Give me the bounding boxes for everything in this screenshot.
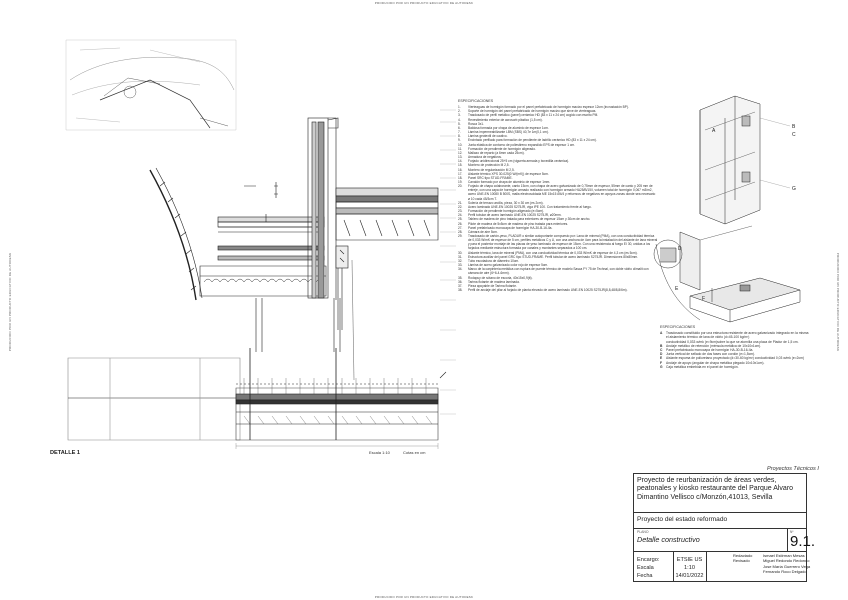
axo-spec-text: Junta vertical de sellado de dos fases con cordón (e=1,5cm). [666, 352, 755, 357]
spec-text: Panel prefabricado monocapa de hormigón HA-30-B-16-IIa. [468, 225, 553, 230]
spec-text: Formación de pendiente hormigón aligerado (e=5cm). [468, 209, 545, 214]
spec-number: 32. [458, 258, 463, 263]
spec-text: Formación de pendiente de hormigón aligerado. [468, 146, 536, 151]
author-name: Fernando Roco Delgado [763, 568, 807, 574]
spec-text: Lámina geotextil de cautivo. [468, 134, 508, 139]
scale-text: Escala 1:10 [369, 450, 390, 455]
spec-number: 2. [458, 109, 461, 114]
key-plan [66, 40, 236, 130]
spec-number: 38. [458, 288, 463, 293]
main-section [68, 110, 456, 449]
specifications-list [458, 99, 658, 292]
spec-number: 8. [458, 134, 461, 139]
spec-text: Estructura auxiliar del panel GRC tipo STUD-FRAME. Perfil tubular de acero laminado S275JR. Dimensiones 80x80mm. [468, 254, 639, 259]
spec-text: Cámara de aire 5cm. [468, 229, 498, 234]
plano-label: PLANO [637, 530, 649, 534]
spec-text: Lámina impermeabilizante LBM (SBS) 40,7e 1m(0,1 cm). [468, 130, 549, 135]
spec-text: Tubo escotadura de diámetro 10cm. [468, 258, 520, 263]
axonometric-detail [654, 96, 800, 322]
title-block-separator [673, 552, 674, 582]
spec-number: 33. [458, 263, 463, 268]
spec-text: Revestimiento exterior de acrosorb plástico (1,5 cm). [468, 117, 543, 122]
author-role [733, 569, 763, 574]
svg-text:E: E [675, 286, 679, 292]
axo-spec-text: el aislamiento térmico de lana de vidrio (d=45-100 kg/m³) [666, 335, 750, 340]
spec-number: 31. [458, 254, 463, 259]
spec-number: 28. [458, 229, 463, 234]
title-block-separator [706, 552, 707, 582]
svg-text:B: B [792, 124, 796, 130]
spec-text: Junta elástica de contorno de poliestireno expandido EPS de espesor 1 cm. [468, 142, 576, 147]
spec-number: 15. [458, 163, 463, 168]
author-name: Ismael Estirman Mesas [763, 553, 805, 558]
spec-text: Forjado de chapa colaborante, canto 15cm, con chapa de acero galvanizado de 0,75mm de espesor, 55mm de canto y 205 mm de entreje, con una capa de hormigón armado realizado con hormigón armado HA25/B/15/I, volumen total de hormigón 0,067 m3/m2, acero UNE-EN 10080 B 500S, malla electrosoldada ME 15x15 Ø4/4 y refuerzos de negativos en apoyos zonas donde sea necesario ø 10 cada 45/3cm T. [468, 184, 656, 201]
spec-number: 14. [458, 159, 463, 164]
title-block-row [637, 564, 706, 572]
spec-number: 19. [458, 179, 463, 184]
spec-text: Acero laminado UNE-EN 10025 S275JR, viga IPE 100. Con tratamiento frente al fuego. [468, 204, 592, 209]
title-block-info [637, 556, 706, 581]
spec-text: Solería de terrazo arcilla, pieza, 30 x 30 cm (es 2cm). [468, 200, 544, 205]
spec-text: Panel SRC tipo STUD-FRAME. [468, 175, 513, 180]
axo-spec-key: E [660, 356, 663, 361]
spec-number: 27. [458, 225, 463, 230]
spec-text: Canalón formado por chapa de aluminio de espesor 1mm. [468, 179, 551, 184]
spec-number: 30. [458, 250, 463, 255]
scale-note [369, 450, 437, 455]
spec-number: 17. [458, 171, 463, 176]
axo-spec-text: conductividad 0,033 w/mk (e=9cm)sobre la que se atornilla una placa de Pladur de 1,5 cm. [666, 339, 799, 344]
spec-number: 10. [458, 142, 463, 147]
title-block-value: ETSIE US [676, 557, 703, 563]
author-role: Redactado [733, 553, 753, 558]
spec-number: 24. [458, 213, 463, 218]
sheet-number: 9.1. [790, 533, 816, 550]
spec-number: 16. [458, 167, 463, 172]
title-block-value: 14/01/2022 [675, 573, 704, 580]
spec-number: 5. [458, 121, 461, 126]
spec-text: Tablero de madera de pino tratada para exteriores de espesor 15cm y 30cm de ancho. [468, 217, 591, 222]
title-block-divider [633, 512, 807, 513]
svg-text:F: F [702, 296, 706, 302]
spec-text: Rosca 3x1. [468, 121, 484, 126]
spec-number: 21. [458, 200, 463, 205]
spec-item [458, 184, 658, 201]
axo-spec-text: Trasdosado constituido por una estructura resistente de acero galvanizado integrado en la misma [666, 331, 809, 336]
spec-text: Marco de la carpintería metálica con ruptura de puente térmico de modelo Sasca FY 75 de Technal, con doble vidrio climalit con cámara de aire (6+6-4-6mm). [468, 267, 649, 276]
spec-text: Baldosa formada por chapa de aluminio de espesor 1cm. [468, 125, 549, 130]
title-block-authors [733, 553, 810, 574]
spec-text: Soporte de hormigón del panel prefabricado de hormigón macizo que sirve de vierteaguas. [468, 109, 597, 114]
spec-text: Rodapuy de sótano de escoria, 40x15x0,9(tt). [468, 275, 533, 280]
spec-text: Forjado unidireccional 25+5 cm (viguerta armada y bovedilla cerámica). [468, 159, 570, 164]
watermark-right: PRODUCIDO POR UN PRODUCTO EDUCATIVO DE AUTODESK [836, 252, 840, 352]
title-block-value: 1:10 [684, 565, 695, 572]
spec-number: 20. [458, 184, 463, 189]
axo-spec-key: G [660, 364, 663, 369]
svg-text:C: C [792, 132, 796, 138]
title-block-row [637, 556, 706, 564]
axo-specifications-items [660, 331, 810, 369]
author-row [733, 569, 810, 574]
plano-name: Detalle constructivo [637, 535, 700, 544]
detail-label: DETALLE 1 [50, 450, 81, 456]
title-block-divider [633, 528, 807, 529]
title-block-key: Encargo: [637, 557, 660, 563]
svg-text:A: A [712, 128, 716, 134]
spec-number: 23. [458, 209, 463, 214]
spec-text: Perfil de anclaje del pilar al forjado de planta elevado de acero laminado UNE-EN 10025 S275JR(8,8,48/8,8/6m). [468, 288, 628, 293]
spec-number: 29. [458, 234, 463, 238]
specifications-items [458, 105, 658, 292]
spec-number: 34. [458, 267, 463, 272]
watermark-top: PRODUCIDO POR UN PRODUCTO EDUCATIVO DE AUTODESK [374, 1, 474, 5]
spec-number: 6. [458, 125, 461, 130]
project-state: Proyecto del estado reformado [637, 516, 728, 523]
spec-text: Lámina de acero galvanizado color rojo de espesor 5cm. [468, 263, 549, 268]
axo-spec-item [660, 365, 810, 369]
spec-text: Pieza apoyable de Tarima flotante. [468, 283, 517, 288]
svg-text:D: D [678, 246, 682, 252]
spec-number: 35. [458, 275, 463, 280]
spec-number: 18. [458, 175, 463, 180]
spec-item [458, 267, 658, 275]
axo-specifications-title: ESPECIFICACIONES [660, 325, 696, 329]
spec-number: 7. [458, 130, 461, 135]
author-name: Jose María Guerrero Vega [763, 563, 811, 569]
spec-number: 12. [458, 150, 463, 155]
spec-number: 4. [458, 117, 461, 122]
spec-number: 25. [458, 217, 463, 222]
axo-spec-text: Aislante espuma de poliuretano proyectado (d=30-60 kg/m³) conductividad 0,03 w/mk (e=2cm) [666, 356, 804, 361]
units-text: Cotas en cm [403, 450, 426, 455]
spec-text: Pilote de madera de 5x5cm de madera de pino tratada para exteriores. [468, 221, 569, 226]
spec-number: 13. [458, 155, 463, 160]
spec-number: 26. [458, 221, 463, 226]
title-block-key: Escala [637, 565, 654, 572]
sheet-number-label: Nº [790, 530, 794, 534]
spec-text: Mallazo de reparto (a 6mm cada 25cm). [468, 150, 525, 155]
spec-number: 22. [458, 204, 463, 209]
axo-spec-key: C [660, 348, 663, 353]
axo-spec-text: Panel prefabricado monocapa de hormigón HA-30-B-16-IIa. [666, 348, 754, 353]
author-role: Revisado [733, 558, 750, 564]
axo-spec-key: B [660, 343, 663, 348]
axo-spec-text: Anclaje de apoyo (angular de chapa metálica plegado 10x10x1cm). [666, 360, 765, 365]
axo-spec-key: D [660, 352, 663, 357]
course-name: Proyectos Técnicos I [767, 466, 819, 472]
spec-text: Aislante térmico, lana de mineral (PMA), con una conductividad térmica de 0,033 W/mK de espesor de 4,3 cm (es 5cm). [468, 250, 638, 255]
watermark-bottom: PRODUCIDO POR UN PRODUCTO EDUCATIVO DE AUTODESK [374, 595, 474, 599]
spec-text: Tarima flotante de madera laminada. [468, 279, 520, 284]
axo-spec-text: Anclaje metálico de retención (ménsula metálica de 10x10x1cm). [666, 343, 762, 348]
spec-number: 9. [458, 138, 461, 143]
spec-number: 11. [458, 146, 463, 151]
spec-text: Perfil tubular de acero laminado UNE-EN 10025 S275JR, ø20mm. [468, 213, 562, 218]
spec-number: 37. [458, 283, 463, 288]
axo-spec-text: Caja metálica embebida en el panel de hormigón. [666, 364, 739, 369]
spec-text: Aislante térmico XPS 30-025(0 W/(mK)) de espesor 5cm. [468, 171, 549, 176]
svg-text:G: G [792, 186, 796, 192]
title-block-divider [633, 551, 807, 552]
spec-number: 1. [458, 105, 461, 110]
spec-text: Trasdosado de cartón-yeso, PLADUR o similar autoportante compuesto por: Lana de mineral (PMA), con una conductividad térmica de 0,033 W/mK de espesor de 5 cm, perfiles metálicos C y U, con una anchura de 4cm para la instalación del aislante de lana mineral y para el posterior montaje de las placas de yeso laminado de espesor de 15cm. Con una resistencia al fuego EI 30, unidas a los forjados mediante estructura formada por canales y montantes separados a 100 cm. [468, 234, 658, 251]
spec-item [458, 288, 658, 292]
spec-text: Armadura de negativos. [468, 155, 502, 160]
axo-spec-key: A [660, 331, 663, 336]
watermark-left: PRODUCIDO POR UN PRODUCTO EDUCATIVO DE AUTODESK [8, 252, 12, 352]
project-title: Proyecto de reurbanización de áreas verdes, peatonales y kiosko restaurante del Parque Alvaro Dimantino Vellisco c/Monzón,41013, Sevilla [637, 477, 794, 501]
spec-text: Montero de regularización M 2,5. [468, 167, 515, 172]
title-block-key: Fecha [637, 573, 653, 580]
axo-spec-key: F [660, 360, 663, 365]
author-name: Miguel Redondo Redondo [763, 558, 810, 564]
title-block-row [637, 572, 706, 580]
axo-specifications [660, 325, 810, 369]
spec-text: Trasdosado de perfil metálico (panel) cerámico HD (83 x 11 x 24 cm) cogido con escrito PM. [468, 113, 599, 118]
spec-text: Encintado perfilado para formación de pendiente de ladrillo cerámico HD (83 x 11 x 24 cm). [468, 138, 597, 143]
spec-number: 3. [458, 113, 461, 118]
spec-text: Montero de protección M 2,5. [468, 163, 510, 168]
spec-text: Vierteaguas de hormigón formado por el panel prefabricado de hormigón macizo espesor 12cm (incrustación BP). [468, 105, 629, 110]
spec-number: 36. [458, 279, 463, 284]
specifications-title: ESPECIFICACIONES [458, 99, 494, 103]
spec-item [458, 234, 658, 251]
